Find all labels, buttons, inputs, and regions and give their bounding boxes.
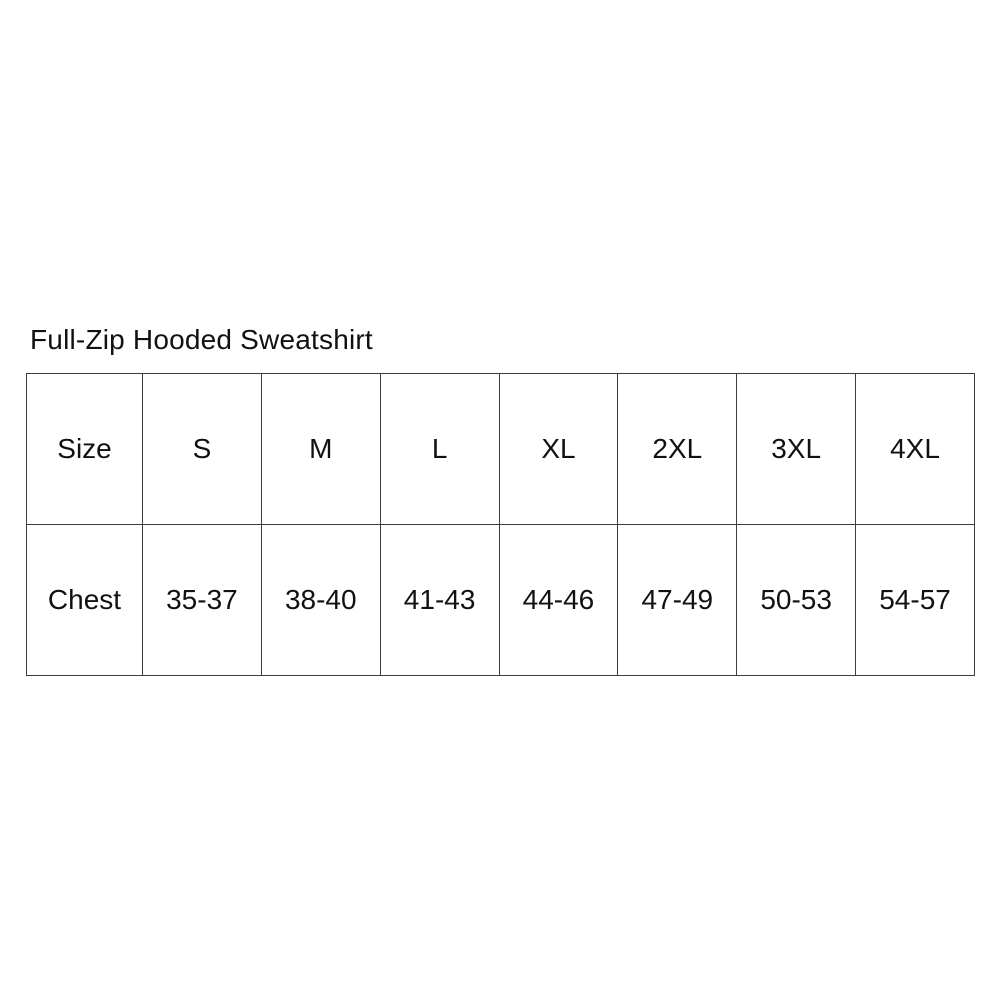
chest-cell-2xl: 47-49 bbox=[618, 525, 737, 676]
page-title: Full-Zip Hooded Sweatshirt bbox=[30, 324, 373, 355]
size-cell-l: L bbox=[380, 374, 499, 525]
chest-cell-l: 41-43 bbox=[380, 525, 499, 676]
size-cell-xl: XL bbox=[499, 374, 618, 525]
size-chart-table bbox=[26, 373, 975, 676]
size-row-label: Size bbox=[27, 374, 143, 525]
size-cell-s: S bbox=[143, 374, 262, 525]
chest-cell-3xl: 50-53 bbox=[737, 525, 856, 676]
chest-cell-4xl: 54-57 bbox=[856, 525, 975, 676]
chest-row-label: Chest bbox=[27, 525, 143, 676]
chest-cell-s: 35-37 bbox=[143, 525, 262, 676]
size-cell-3xl: 3XL bbox=[737, 374, 856, 525]
chest-cell-m: 38-40 bbox=[261, 525, 380, 676]
chest-measurement-row bbox=[27, 525, 975, 676]
size-header-row bbox=[27, 374, 975, 525]
size-cell-4xl: 4XL bbox=[856, 374, 975, 525]
chest-cell-xl: 44-46 bbox=[499, 525, 618, 676]
size-cell-m: M bbox=[261, 374, 380, 525]
size-cell-2xl: 2XL bbox=[618, 374, 737, 525]
